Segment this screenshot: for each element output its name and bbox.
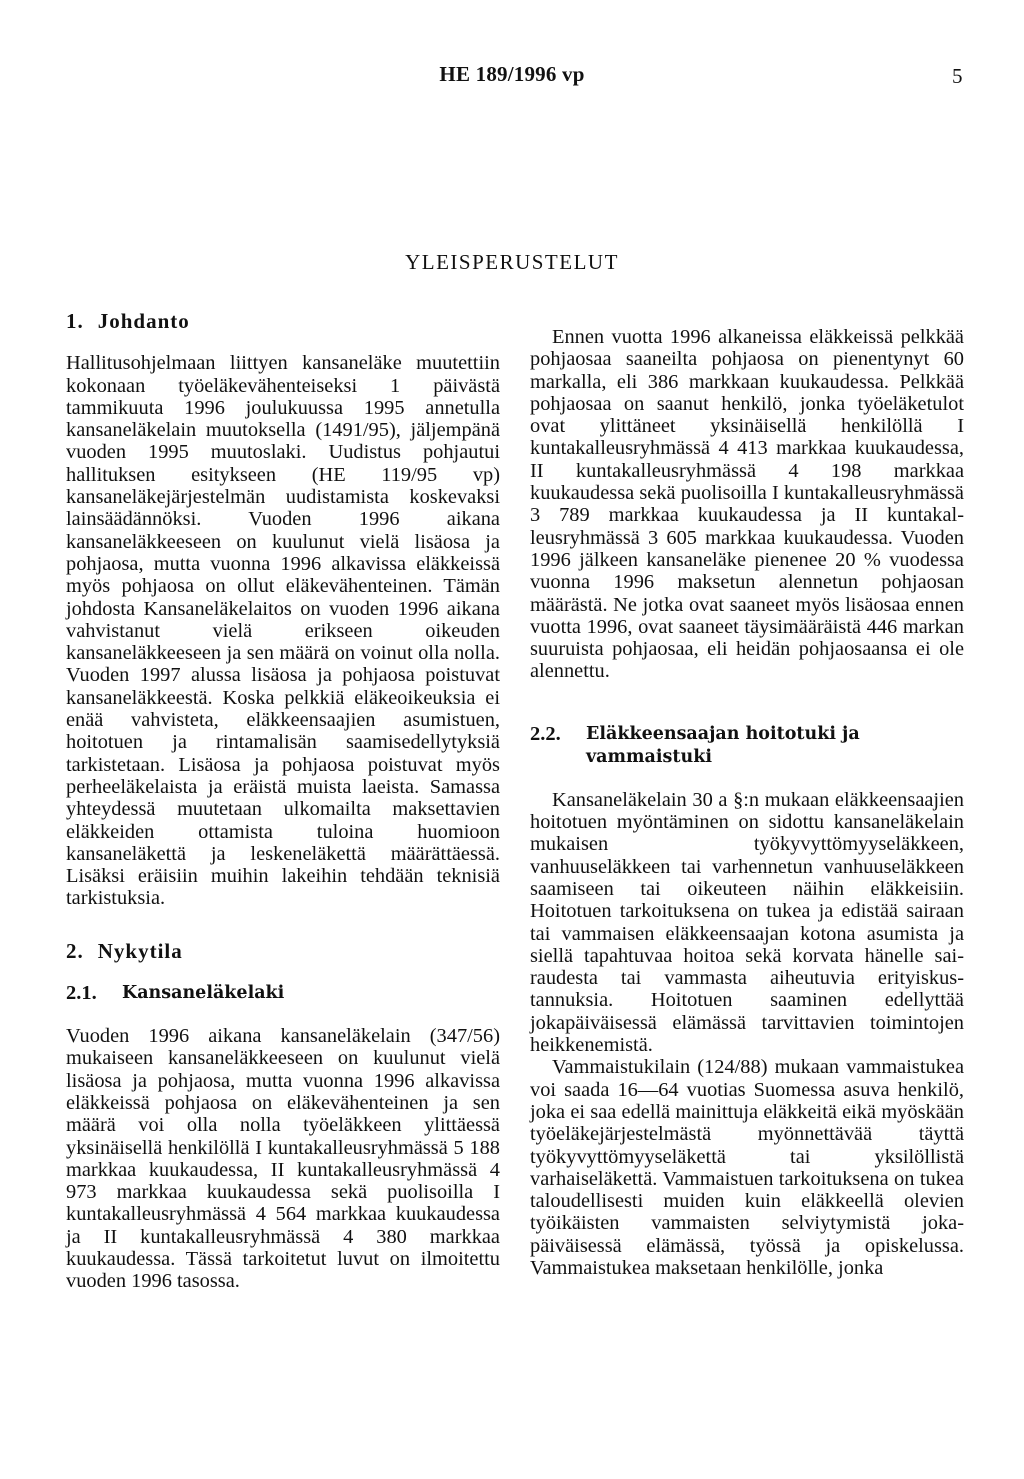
section-heading: YLEISPERUSTELUT: [405, 250, 619, 274]
paragraph-pohjaosa: Ennen vuotta 1996 alkaneissa eläkkeissä pelkkää pohjaosaa saaneilta pohjaosa on pienentynyt 60 markalla, eli 386 markkaan kuukaudessa. Pelkkää pohjaosaa on saanut henkilö, jonka työeläketulot ovat ylittäneet yksinäisellä henkilöllä I kuntakalleusryhmässä 4 413 markkaa kuukaudessa, II kuntakalleusryhmässä 4 198 markkaa kuukaudessa sekä puolisoilla I kuntakalleusryhmässä 3 789 markkaa kuukaudessa ja II kuntakalleusryhmässä 3 605 markkaa kuukaudessa. Vuoden 1996 jälkeen kansaneläke pienenee 20 % vuodessa vuonna 1996 maksetun alennetun pohjaosan määrästä. Ne jotka ovat saaneet myös lisäosaa ennen vuotta 1996, ovat saaneet täysimääräistä 446 markan suuruista pohjaosaa, eli heidän pohjaosaansa ei ole alennettu.: [530, 326, 964, 683]
right-column: [530, 326, 964, 1279]
heading-number: 2.: [66, 938, 84, 963]
heading-number: 2.2.: [530, 722, 561, 745]
heading-johdanto: [66, 310, 500, 332]
heading-text: Nykytila: [97, 938, 183, 963]
heading-number: 2.1.: [66, 982, 97, 1005]
page-number: 5: [952, 64, 963, 88]
heading-text: Eläkkeensaajan hoitotuki ja vammaistuki: [586, 723, 860, 767]
heading-kansanelakelaki: [66, 982, 500, 1005]
heading-nykytila: [66, 940, 500, 962]
left-column: [66, 310, 500, 1293]
heading-hoitotuki-vammaistuki: [530, 723, 964, 769]
heading-text: Johdanto: [97, 309, 190, 333]
paragraph-vammaistuki: Vammaistukilain (124/88) mukaan vammaistukea voi saada 16—64 vuotias Suomessa asuva henkilö, joka ei saa edellä mainittuja eläkkeitä eikä myöskään työeläkejärjestelmästä myönnettävää täyttä työkyvyttömyyseläkettä tai yksilöllistä varhaiseläkettä. Vammaistuen tarkoituksena on tukea taloudellisesti muiden kuin eläkkeellä olevien työikäisten vammaisten selviytymistä jokapäiväisessä elämässä, työssä ja opiskelussa. Vammaistukea maksetaan henkilölle, jonka: [530, 1056, 964, 1279]
paragraph-johdanto: Hallitusohjelmaan liittyen kansaneläke muutettiin kokonaan työeläkevähenteiseksi 1 päivästä tammikuuta 1996 joulukuussa 1995 annetulla kansaneläkelain muutoksella (1491/95), jäljempänä vuoden 1995 muutoslaki. Uudistus pohjautui hallituksen esitykseen (HE 119/95 vp) kansaneläkejärjestelmän uudistamista koskevaksi lainsäädännöksi. Vuoden 1996 aikana kansaneläkkeeseen on kuulunut vielä lisäosa ja pohjaosa, mutta vuonna 1996 alkavissa eläkkeissä myös pohjaosa on ollut eläkevähenteinen. Tämän johdosta Kansaneläkelaitos on vuoden 1996 aikana vahvistanut vielä erikseen oikeuden kansaneläkkeeseen ja sen määrä on voinut olla nolla. Vuoden 1997 alussa lisäosa ja pohjaosa poistuvat kansaneläkkeestä. Koska pelkkiä eläkeoikeuksia ei enää vahvisteta, eläkkeensaajien asumistuen, hoitotuen ja rintamalisän saamisedellytyksiä tarkistetaan. Lisäosa ja pohjaosa poistuvat myös perheeläkelaista ja eräistä muista laeista. Samassa yhteydessä muutetaan ulkomailta maksettavien eläkkeiden ottamista tuloina huomioon kansaneläkettä ja leskeneläkettä määrättäessä. Lisäksi eräisiin muihin lakeihin tehdään teknisiä tarkistuksia.: [66, 352, 500, 910]
paragraph-hoitotuki: Kansaneläkelain 30 a §:n mukaan eläkkeensaajien hoitotuen myöntäminen on sidottu kansaneläkelain mukaisen työkyvyttömyyseläkkeen, vanhuuseläkkeen tai varhennetun vanhuuseläkkeen saamiseen tai oikeuteen näihin eläkkeisiin. Hoitotuen tarkoituksena on tukea ja edistää sairaan tai vammaisen eläkkeensaajan kotona asumista ja siellä tapahtuvaa hoitoa sekä korvata hänelle sairaudesta tai vammasta aiheutuvia erityiskustannuksia. Hoitotuen saaminen edellyttää jokapäiväisessä elämässä tarvittavien toimintojen heikkenemistä.: [530, 788, 964, 1057]
heading-text: Kansaneläkelaki: [122, 983, 285, 1004]
heading-number: 1.: [66, 309, 84, 333]
document-header-title: HE 189/1996 vp: [439, 62, 585, 86]
paragraph-kansanelakelaki: Vuoden 1996 aikana kansaneläkelain (347/56) mukaiseen kansaneläkkeeseen on kuulunut vielä lisäosa ja pohjaosa, mutta vuonna 1996 alkavissa eläkkeissä pohjaosa on eläkevähenteinen ja sen määrä voi olla nolla työeläkkeen ylittäessä yksinäisellä henkilöllä I kuntakalleusryhmässä 5 188 markkaa kuukaudessa, II kuntakalleusryhmässä 4 973 markkaa kuukaudessa sekä puolisoilla I kuntakalleusryhmässä 4 564 markkaa kuukaudessa ja II kuntakalleusryhmässä 4 380 markkaa kuukaudessa. Tässä tarkoitetut luvut on ilmoitettu vuoden 1996 tasossa.: [66, 1025, 500, 1293]
